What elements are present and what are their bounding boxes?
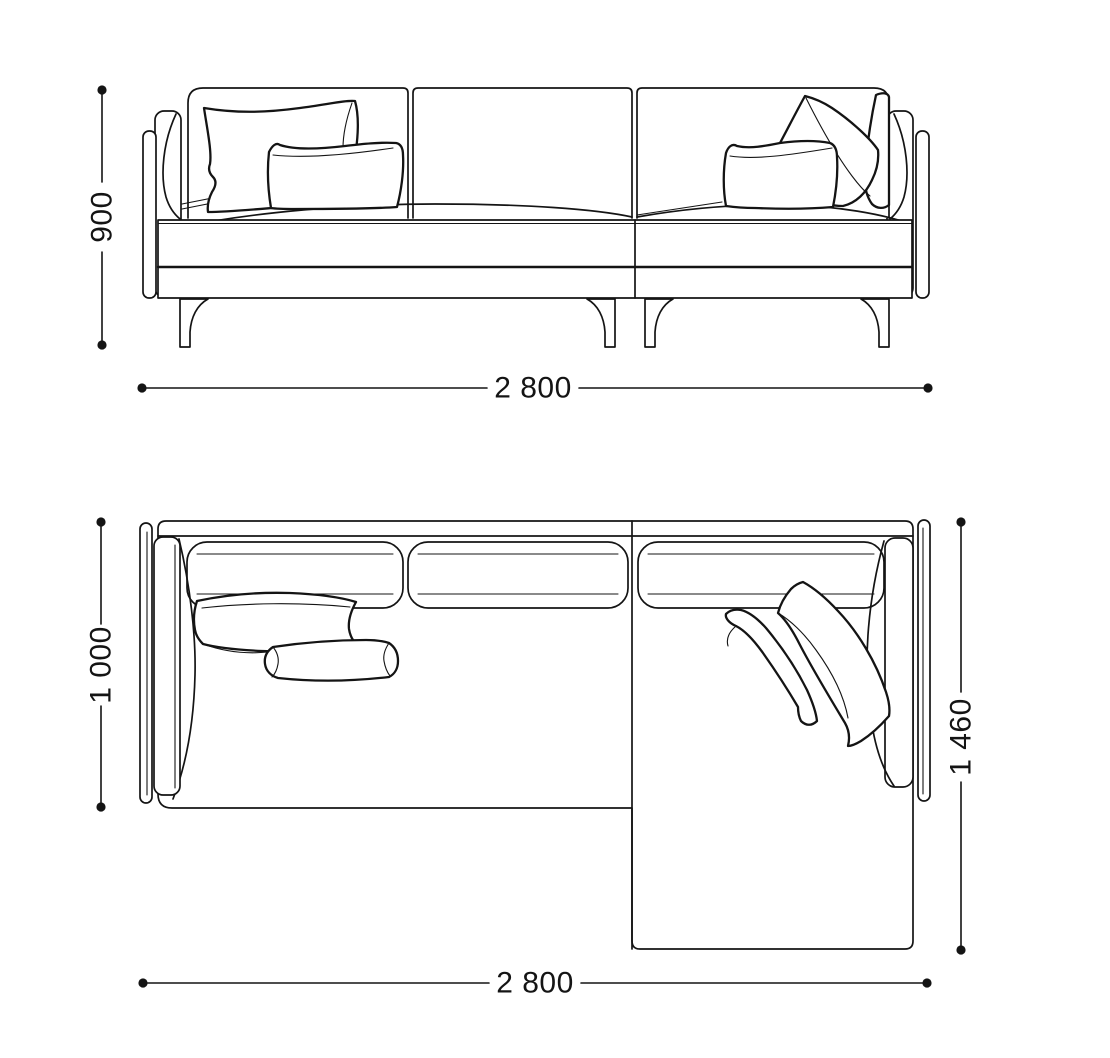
dimension-plan-width xyxy=(138,967,931,1000)
front-backrest-middle xyxy=(413,88,632,218)
plan-view-drawing xyxy=(140,520,930,949)
front-leg-4 xyxy=(861,299,889,347)
chaise-length-label: 1 460 xyxy=(944,698,978,776)
front-right-lumbar-pillow xyxy=(724,141,838,209)
front-height-label: 900 xyxy=(85,191,119,243)
plan-left-arm-inner-slat xyxy=(154,537,180,795)
plan-back-cushion-2 xyxy=(408,542,628,608)
plan-left-lumbar-pillow xyxy=(265,640,398,681)
plan-width-label: 2 800 xyxy=(496,966,574,1000)
front-leg-1 xyxy=(180,299,208,347)
plan-chaise-back-panel xyxy=(885,538,913,787)
dimension-front-width xyxy=(137,372,932,405)
front-right-arm-outer-slat xyxy=(916,131,929,298)
plan-depth-label: 1 000 xyxy=(84,626,118,704)
front-width-label: 2 800 xyxy=(494,371,572,405)
plan-right-arm-outer-slat xyxy=(918,520,930,801)
front-leg-2 xyxy=(587,299,615,347)
front-left-lumbar-pillow xyxy=(268,143,403,209)
plan-back-cushion-3 xyxy=(638,542,884,608)
plan-left-arm-outer-slat xyxy=(140,523,152,803)
front-left-arm-outer-slat xyxy=(143,131,156,298)
front-base-band xyxy=(158,220,912,298)
dimension-chaise-length xyxy=(945,517,978,954)
dimension-front-height xyxy=(86,85,119,349)
dimension-plan-depth xyxy=(85,517,118,811)
front-view-drawing xyxy=(143,88,929,347)
front-leg-3 xyxy=(645,299,673,347)
